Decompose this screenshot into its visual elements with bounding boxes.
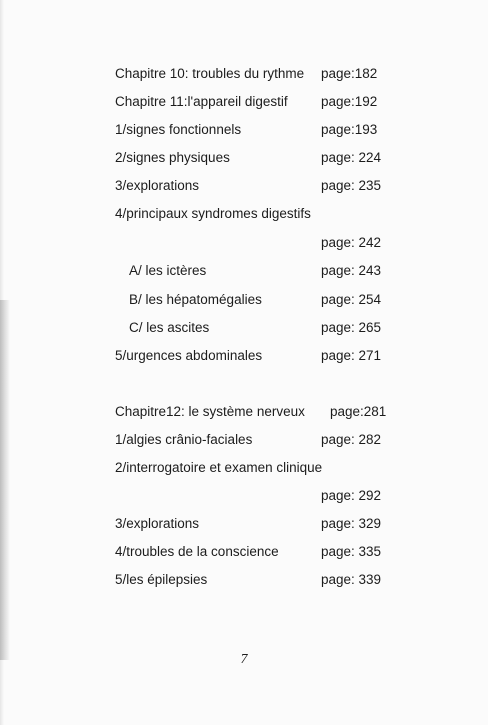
toc-entry bbox=[0, 176, 488, 196]
page-number: 7 bbox=[240, 652, 248, 667]
toc-entry bbox=[0, 64, 488, 84]
toc-entry-title: 3/explorations bbox=[115, 516, 200, 531]
toc-entry bbox=[0, 542, 488, 562]
toc-entry-page: page: 335 bbox=[321, 544, 382, 559]
toc-entry-title: B/ les hépatomégalies bbox=[129, 292, 262, 307]
toc-entry-title: 1/algies crânio-faciales bbox=[115, 432, 253, 447]
toc-entry-page: page: 242 bbox=[321, 235, 382, 250]
toc-entry-title: Chapitre 11:l'appareil digestif bbox=[115, 94, 288, 109]
toc-entry bbox=[0, 570, 488, 590]
toc-entry-page: page:192 bbox=[321, 94, 378, 109]
toc-entry bbox=[0, 290, 488, 310]
toc-entry-page: page: 265 bbox=[321, 320, 382, 335]
toc-entry-title: 2/interrogatoire et examen clinique bbox=[115, 460, 323, 475]
toc-entry-title: 5/les épilepsies bbox=[115, 572, 208, 587]
toc-entry bbox=[0, 204, 488, 224]
toc-entry-title: 4/troubles de la conscience bbox=[115, 544, 279, 559]
toc-entry bbox=[0, 402, 488, 422]
toc-entry-page: page: 224 bbox=[321, 150, 382, 165]
toc-entry-page: page: 282 bbox=[321, 432, 382, 447]
toc-entry-page: page:281 bbox=[330, 404, 387, 419]
toc-entry bbox=[0, 233, 488, 253]
toc-entry bbox=[0, 148, 488, 168]
toc-entry bbox=[0, 346, 488, 366]
toc-entry bbox=[0, 92, 488, 112]
toc-entry bbox=[0, 261, 488, 281]
toc-entry-title: 3/explorations bbox=[115, 178, 200, 193]
toc-entry bbox=[0, 318, 488, 338]
toc-entry-title: Chapitre12: le système nerveux bbox=[115, 404, 305, 419]
toc-entry-page: page: 271 bbox=[321, 348, 382, 363]
toc-entry-page: page:182 bbox=[321, 66, 378, 81]
toc-entry-page: page: 254 bbox=[321, 292, 382, 307]
toc-entry-page: page: 292 bbox=[321, 488, 382, 503]
toc-entry-title: 5/urgences abdominales bbox=[115, 348, 263, 363]
toc-entry-title: A/ les ictères bbox=[129, 263, 207, 278]
toc-entry-title: 1/signes fonctionnels bbox=[115, 122, 242, 137]
toc-entry bbox=[0, 120, 488, 140]
toc-entry-page: page: 243 bbox=[321, 263, 382, 278]
toc-entry-page: page: 329 bbox=[321, 516, 382, 531]
toc-entry bbox=[0, 458, 488, 478]
toc-entry-title: 2/signes physiques bbox=[115, 150, 230, 165]
toc-entry bbox=[0, 486, 488, 506]
toc-entry-page: page: 235 bbox=[321, 178, 382, 193]
toc-entry bbox=[0, 430, 488, 450]
toc-entry-title: 4/principaux syndromes digestifs bbox=[115, 206, 311, 221]
toc-entry-title: Chapitre 10: troubles du rythme bbox=[115, 66, 305, 81]
toc-entry-page: page: 339 bbox=[321, 572, 382, 587]
toc-entry-page: page:193 bbox=[321, 122, 378, 137]
toc-entry bbox=[0, 514, 488, 534]
toc-entry-title: C/ les ascites bbox=[129, 320, 210, 335]
